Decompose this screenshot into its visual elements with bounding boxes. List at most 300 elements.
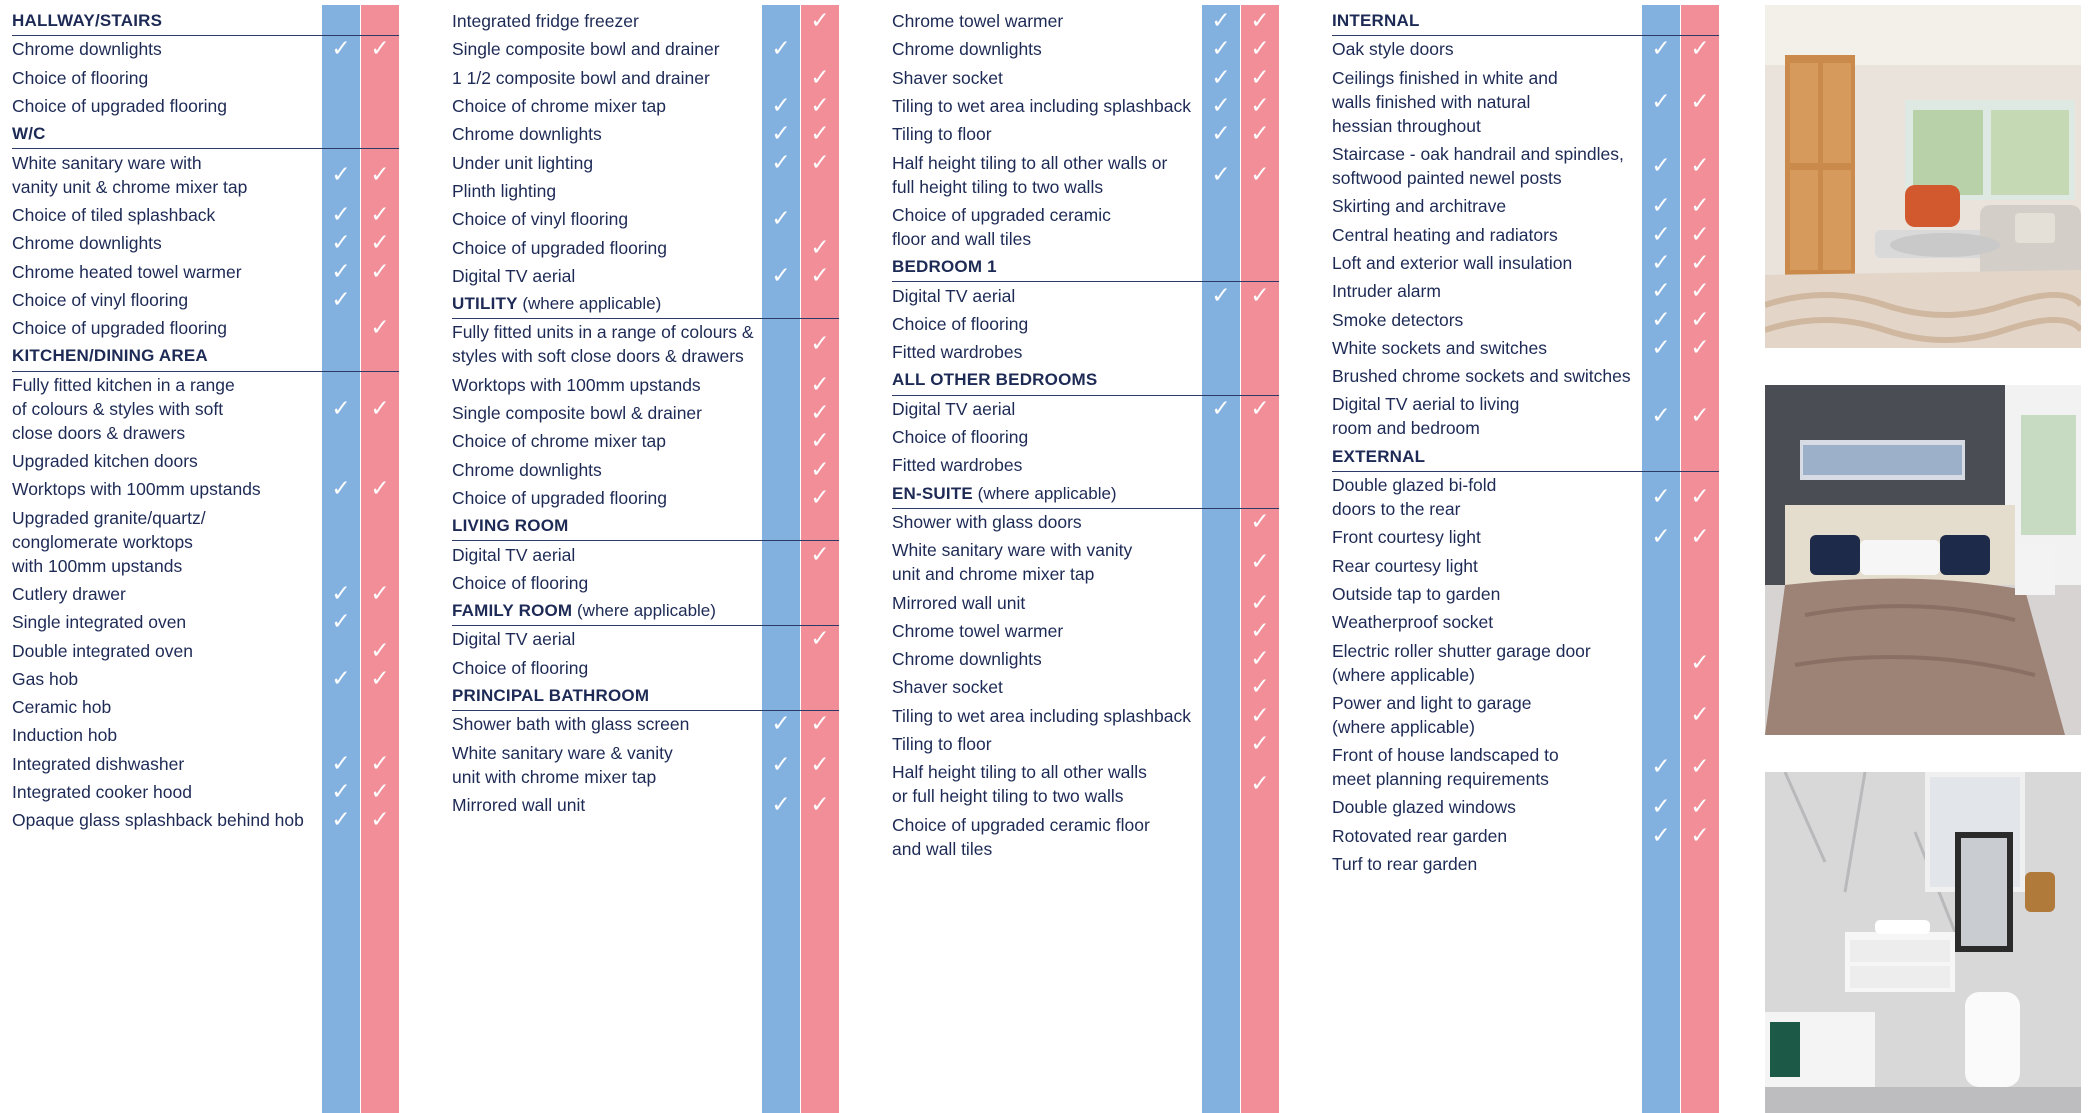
upgrade-check-icon: ✓ <box>370 637 390 664</box>
spec-row <box>12 447 399 475</box>
upgrade-check-icon: ✓ <box>810 331 830 358</box>
spec-item-label: Chrome downlights <box>12 233 162 254</box>
upgrade-check-icon: ✓ <box>1250 646 1270 673</box>
base-check-icon: ✓ <box>1211 8 1231 35</box>
base-check-icon: ✓ <box>331 161 351 188</box>
spec-item-label: Shaver socket <box>892 677 1003 698</box>
section-title-label: KITCHEN/DINING AREA <box>12 346 208 366</box>
spec-row <box>892 758 1279 810</box>
section-title-label: EXTERNAL <box>1332 446 1426 466</box>
spec-item-label: Brushed chrome sockets and switches <box>1332 366 1631 387</box>
upgrade-check-icon: ✓ <box>1690 701 1710 728</box>
spec-row <box>892 508 1279 536</box>
upgrade-check-icon: ✓ <box>1690 754 1710 781</box>
upgrade-check-icon: ✓ <box>810 371 830 398</box>
upgrade-check-icon: ✓ <box>1250 702 1270 729</box>
spec-item-label: Rotovated rear garden <box>1332 825 1508 846</box>
base-check-icon: ✓ <box>1651 822 1671 849</box>
upgrade-check-icon: ✓ <box>1690 278 1710 305</box>
spec-row <box>452 540 839 568</box>
section-header-utility <box>452 290 839 319</box>
upgrade-check-icon: ✓ <box>370 807 390 834</box>
section-header-en-suite <box>892 480 1279 509</box>
section-header-external <box>1332 443 1719 472</box>
spec-item-label: Digital TV aerial <box>452 544 576 565</box>
base-check-icon: ✓ <box>1651 88 1671 115</box>
spec-item-label: White sanitary ware with vanity unit & chrome mixer tap <box>12 152 248 197</box>
upgrade-check-icon: ✓ <box>370 315 390 342</box>
spec-item-label: Opaque glass splashback behind hob <box>12 810 304 831</box>
section-title-label: BEDROOM 1 <box>892 257 997 277</box>
spec-item-label: Chrome towel warmer <box>892 11 1064 32</box>
section-title-label: INTERNAL <box>1332 11 1420 31</box>
spec-row <box>12 665 399 693</box>
section-note: (where applicable) <box>972 483 1117 503</box>
base-check-icon: ✓ <box>331 476 351 503</box>
base-check-icon: ✓ <box>331 230 351 257</box>
upgrade-check-icon: ✓ <box>810 791 830 818</box>
spec-row <box>452 427 839 455</box>
base-check-icon: ✓ <box>331 609 351 636</box>
spec-item-label: Choice of flooring <box>452 572 589 593</box>
spec-item-label: Digital TV aerial to living room and bedroom <box>1332 394 1520 439</box>
base-check-icon: ✓ <box>331 580 351 607</box>
spec-row <box>892 730 1279 758</box>
section-title <box>892 482 1194 506</box>
base-check-icon: ✓ <box>331 750 351 777</box>
spec-item-label: White sockets and switches <box>1332 337 1547 358</box>
spec-row <box>12 693 399 721</box>
spec-row <box>1332 636 1719 688</box>
spec-row <box>1332 277 1719 305</box>
spec-row <box>452 35 839 63</box>
spec-item-label: Induction hob <box>12 725 118 746</box>
spec-item-label: Gas hob <box>12 668 79 689</box>
spec-row <box>452 177 839 205</box>
base-check-icon: ✓ <box>771 711 791 738</box>
spec-row <box>452 64 839 92</box>
spec-item-label: 1 1/2 composite bowl and drainer <box>452 67 710 88</box>
spec-item-label: Double integrated oven <box>12 640 193 661</box>
upgrade-check-icon: ✓ <box>1690 484 1710 511</box>
spec-item-label: Upgraded granite/quartz/ conglomerate worktops with 100mm upstands <box>12 507 206 576</box>
spec-row <box>892 673 1279 701</box>
upgrade-check-icon: ✓ <box>370 230 390 257</box>
spec-item-label: Power and light to garage (where applicable) <box>1332 692 1532 737</box>
spec-item-label: Fully fitted kitchen in a range of colours & styles with soft close doors & drawers <box>12 374 235 443</box>
spec-item-label: Worktops with 100mm upstands <box>452 374 701 395</box>
upgrade-check-icon: ✓ <box>810 234 830 261</box>
spec-item-label: Integrated dishwasher <box>12 753 185 774</box>
section-title <box>452 684 754 708</box>
spec-row <box>1332 390 1719 442</box>
spec-row <box>892 64 1279 92</box>
upgrade-check-icon: ✓ <box>1690 403 1710 430</box>
spec-item-label: Cutlery drawer <box>12 583 126 604</box>
spec-row <box>12 35 399 63</box>
spec-item-label: Loft and exterior wall insulation <box>1332 252 1573 273</box>
spec-row <box>1332 580 1719 608</box>
spec-item-label: Chrome heated towel warmer <box>12 261 242 282</box>
spec-item-label: Chrome downlights <box>452 124 602 145</box>
spec-item-label: Front of house landscaped to meet planning requirements <box>1332 745 1559 790</box>
upgrade-check-icon: ✓ <box>1250 93 1270 120</box>
bedroom-photo <box>1765 385 2081 735</box>
spec-row <box>452 92 839 120</box>
base-check-icon: ✓ <box>1651 153 1671 180</box>
spec-row <box>892 645 1279 673</box>
upgrade-check-icon: ✓ <box>370 36 390 63</box>
spec-item-label: Mirrored wall unit <box>452 794 586 815</box>
spec-row <box>1332 249 1719 277</box>
spec-item-label: White sanitary ware with vanity unit and chrome mixer tap <box>892 540 1133 585</box>
section-title-label: HALLWAY/STAIRS <box>12 11 163 31</box>
base-check-icon: ✓ <box>1651 249 1671 276</box>
upgrade-check-icon: ✓ <box>810 64 830 91</box>
spec-row <box>892 7 1279 35</box>
base-check-icon: ✓ <box>1651 484 1671 511</box>
spec-col-1 <box>0 5 400 1113</box>
upgrade-check-icon: ✓ <box>1250 771 1270 798</box>
spec-row <box>452 205 839 233</box>
spec-row <box>1332 221 1719 249</box>
spec-row <box>12 750 399 778</box>
spec-item-label: Choice of tiled splashback <box>12 204 216 225</box>
upgrade-check-icon: ✓ <box>1690 822 1710 849</box>
spec-row <box>12 580 399 608</box>
spec-row <box>892 281 1279 309</box>
section-title-label: LIVING ROOM <box>452 516 569 536</box>
section-title <box>1332 445 1634 469</box>
base-check-icon: ✓ <box>1211 93 1231 120</box>
spec-item-label: Front courtesy light <box>1332 527 1481 548</box>
spec-row <box>892 536 1279 588</box>
spec-item-label: Fitted wardrobes <box>892 342 1023 363</box>
section-note: (where applicable) <box>572 601 716 621</box>
spec-item-label: Outside tap to garden <box>1332 583 1501 604</box>
spec-row <box>452 7 839 35</box>
upgrade-check-icon: ✓ <box>810 400 830 427</box>
section-title <box>12 344 314 368</box>
spec-row <box>452 625 839 653</box>
upgrade-check-icon: ✓ <box>370 476 390 503</box>
upgrade-check-icon: ✓ <box>810 456 830 483</box>
spec-item-label: Double glazed bi-fold doors to the rear <box>1332 475 1497 520</box>
upgrade-check-icon: ✓ <box>810 93 830 120</box>
spec-row <box>1332 35 1719 63</box>
spec-row <box>452 654 839 682</box>
spec-item-label: Choice of vinyl flooring <box>452 209 629 230</box>
base-check-icon: ✓ <box>1651 794 1671 821</box>
section-title-label: FAMILY ROOM <box>452 601 573 621</box>
section-note: (where applicable) <box>517 294 662 314</box>
upgrade-check-icon: ✓ <box>810 121 830 148</box>
upgrade-check-icon: ✓ <box>810 626 830 653</box>
upgrade-check-icon: ✓ <box>810 8 830 35</box>
spec-item-label: Tiling to floor <box>892 734 992 755</box>
spec-row <box>452 791 839 819</box>
base-check-icon: ✓ <box>331 201 351 228</box>
upgrade-check-icon: ✓ <box>1250 282 1270 309</box>
spec-item-label: Chrome downlights <box>452 459 602 480</box>
base-check-icon: ✓ <box>1651 278 1671 305</box>
spec-item-label: Choice of flooring <box>12 67 149 88</box>
spec-item-label: Fully fitted units in a range of colours & styles with soft close doors & drawers <box>452 322 754 367</box>
spec-row <box>1332 140 1719 192</box>
spec-item-label: Shaver socket <box>892 67 1003 88</box>
spec-row <box>12 636 399 664</box>
spec-row <box>1332 822 1719 850</box>
base-check-icon: ✓ <box>331 807 351 834</box>
section-header-internal <box>1332 7 1719 36</box>
spec-item-label: Rear courtesy light <box>1332 555 1478 576</box>
spec-row <box>452 262 839 290</box>
spec-item-label: Intruder alarm <box>1332 281 1441 302</box>
spec-row <box>892 149 1279 201</box>
spec-item-label: Plinth lighting <box>452 180 557 201</box>
spec-item-label: Digital TV aerial <box>892 398 1016 419</box>
spec-row <box>892 451 1279 479</box>
base-check-icon: ✓ <box>771 791 791 818</box>
spec-row <box>1332 334 1719 362</box>
spec-item-label: Upgraded kitchen doors <box>12 451 198 472</box>
spec-row <box>452 710 839 738</box>
upgrade-check-icon: ✓ <box>810 751 830 778</box>
spec-item-label: Oak style doors <box>1332 39 1454 60</box>
section-header-all-other-bedrooms <box>892 366 1279 395</box>
spec-row <box>452 318 839 370</box>
spec-item-label: Ceilings finished in white and walls finished with natural hessian throughout <box>1332 67 1558 136</box>
spec-item-label: Fitted wardrobes <box>892 455 1023 476</box>
spec-row <box>1332 305 1719 333</box>
spec-row <box>1332 689 1719 741</box>
base-check-icon: ✓ <box>1211 121 1231 148</box>
upgrade-check-icon: ✓ <box>1690 153 1710 180</box>
section-header-bedroom-1 <box>892 253 1279 282</box>
spec-row <box>1332 850 1719 878</box>
spec-item-label: Half height tiling to all other walls or full height tiling to two walls <box>892 762 1147 807</box>
upgrade-check-icon: ✓ <box>1250 589 1270 616</box>
spec-item-label: Chrome downlights <box>892 649 1042 670</box>
spec-item-label: Shower with glass doors <box>892 511 1082 532</box>
spec-item-label: Mirrored wall unit <box>892 592 1026 613</box>
spec-row <box>12 371 399 447</box>
base-check-icon: ✓ <box>1651 221 1671 248</box>
upgrade-check-icon: ✓ <box>1250 617 1270 644</box>
spec-item-label: Central heating and radiators <box>1332 224 1558 245</box>
spec-row <box>12 149 399 201</box>
base-check-icon: ✓ <box>771 751 791 778</box>
upgrade-check-icon: ✓ <box>810 711 830 738</box>
spec-row <box>892 423 1279 451</box>
upgrade-check-icon: ✓ <box>370 580 390 607</box>
upgrade-check-icon: ✓ <box>370 665 390 692</box>
spec-item-label: Chrome towel warmer <box>892 620 1064 641</box>
upgrade-check-icon: ✓ <box>370 779 390 806</box>
spec-row <box>892 201 1279 253</box>
upgrade-check-icon: ✓ <box>810 149 830 176</box>
spec-item-label: White sanitary ware & vanity unit with chrome mixer tap <box>452 742 673 787</box>
spec-item-label: Digital TV aerial <box>452 629 576 650</box>
spec-item-label: Chrome downlights <box>892 39 1042 60</box>
base-check-icon: ✓ <box>331 36 351 63</box>
section-header-principal-bathroom <box>452 682 839 711</box>
spec-row <box>1332 362 1719 390</box>
spec-row <box>892 120 1279 148</box>
spec-row <box>12 475 399 503</box>
base-check-icon: ✓ <box>331 395 351 422</box>
upgrade-check-icon: ✓ <box>1690 88 1710 115</box>
spec-row <box>12 608 399 636</box>
spec-item-label: Choice of upgraded ceramic floor and wall tiles <box>892 204 1111 249</box>
section-title <box>452 292 754 316</box>
upgrade-check-icon: ✓ <box>810 262 830 289</box>
base-check-icon: ✓ <box>1651 334 1671 361</box>
upgrade-check-icon: ✓ <box>370 258 390 285</box>
section-title <box>12 9 314 33</box>
spec-row <box>12 201 399 229</box>
upgrade-check-icon: ✓ <box>1690 249 1710 276</box>
spec-item-label: Worktops with 100mm upstands <box>12 479 261 500</box>
bathroom-photo <box>1765 772 2081 1113</box>
upgrade-check-icon: ✓ <box>1690 36 1710 63</box>
base-check-icon: ✓ <box>1211 36 1231 63</box>
spec-row <box>892 92 1279 120</box>
spec-item-label: Skirting and architrave <box>1332 196 1507 217</box>
spec-row <box>1332 741 1719 793</box>
spec-row <box>452 233 839 261</box>
upgrade-check-icon: ✓ <box>1250 674 1270 701</box>
spec-row <box>452 120 839 148</box>
spec-row <box>12 778 399 806</box>
spec-item-label: Digital TV aerial <box>452 265 576 286</box>
spec-row <box>12 806 399 834</box>
section-header-family-room <box>452 597 839 626</box>
base-check-icon: ✓ <box>771 93 791 120</box>
upgrade-check-icon: ✓ <box>1250 36 1270 63</box>
upgrade-check-icon: ✓ <box>1250 121 1270 148</box>
spec-row <box>452 371 839 399</box>
upgrade-check-icon: ✓ <box>1250 549 1270 576</box>
spec-row <box>892 310 1279 338</box>
spec-item-label: Choice of flooring <box>892 313 1029 334</box>
base-check-icon: ✓ <box>771 149 791 176</box>
base-check-icon: ✓ <box>1651 403 1671 430</box>
spec-row <box>12 92 399 120</box>
base-check-icon: ✓ <box>771 206 791 233</box>
spec-item-label: Choice of upgraded flooring <box>452 487 668 508</box>
base-check-icon: ✓ <box>1651 754 1671 781</box>
upgrade-check-icon: ✓ <box>810 428 830 455</box>
spec-item-label: Shower bath with glass screen <box>452 714 690 735</box>
spec-item-label: Choice of vinyl flooring <box>12 289 189 310</box>
upgrade-check-icon: ✓ <box>1690 221 1710 248</box>
spec-item-label: Ceramic hob <box>12 697 112 718</box>
base-check-icon: ✓ <box>1651 524 1671 551</box>
spec-row <box>892 617 1279 645</box>
upgrade-check-icon: ✓ <box>1690 334 1710 361</box>
upgrade-check-icon: ✓ <box>1250 731 1270 758</box>
spec-col-2 <box>440 5 840 1113</box>
spec-item-label: Choice of flooring <box>892 427 1029 448</box>
spec-row <box>1332 523 1719 551</box>
spec-row <box>12 64 399 92</box>
spec-item-label: Choice of upgraded ceramic floor and wall tiles <box>892 814 1150 859</box>
spec-item-label: Electric roller shutter garage door (where applicable) <box>1332 640 1591 685</box>
spec-item-label: Tiling to wet area including splashback <box>892 705 1191 726</box>
spec-col-3 <box>880 5 1280 1113</box>
spec-row <box>12 504 399 580</box>
spec-row <box>1332 552 1719 580</box>
spec-row <box>452 456 839 484</box>
spec-row <box>452 484 839 512</box>
section-title <box>452 599 754 623</box>
upgrade-check-icon: ✓ <box>370 395 390 422</box>
base-check-icon: ✓ <box>771 121 791 148</box>
spec-row <box>12 286 399 314</box>
spec-item-label: Choice of chrome mixer tap <box>452 96 666 117</box>
spec-row <box>12 257 399 285</box>
spec-item-label: Half height tiling to all other walls or full height tiling to two walls <box>892 152 1168 197</box>
base-check-icon: ✓ <box>1211 64 1231 91</box>
upgrade-check-icon: ✓ <box>1690 794 1710 821</box>
spec-item-label: Choice of chrome mixer tap <box>452 431 666 452</box>
spec-item-label: Turf to rear garden <box>1332 854 1478 875</box>
spec-row <box>892 35 1279 63</box>
living-room-photo <box>1765 5 2081 348</box>
section-title-label: ALL OTHER BEDROOMS <box>892 370 1098 390</box>
spec-row <box>1332 64 1719 140</box>
base-check-icon: ✓ <box>331 258 351 285</box>
section-title <box>1332 9 1634 33</box>
base-check-icon: ✓ <box>1651 36 1671 63</box>
section-title <box>892 255 1194 279</box>
spec-row <box>1332 608 1719 636</box>
base-check-icon: ✓ <box>331 779 351 806</box>
spec-item-label: Single composite bowl & drainer <box>452 403 702 424</box>
section-header-living-room <box>452 512 839 541</box>
spec-item-label: Smoke detectors <box>1332 309 1464 330</box>
upgrade-check-icon: ✓ <box>370 201 390 228</box>
base-check-icon: ✓ <box>1211 282 1231 309</box>
spec-item-label: Choice of upgraded flooring <box>12 318 228 339</box>
upgrade-check-icon: ✓ <box>370 750 390 777</box>
spec-item-label: Choice of upgraded flooring <box>452 237 668 258</box>
upgrade-check-icon: ✓ <box>1250 161 1270 188</box>
spec-item-label: Digital TV aerial <box>892 285 1016 306</box>
spec-item-label: Single integrated oven <box>12 612 187 633</box>
section-title-label: W/C <box>12 124 46 144</box>
upgrade-check-icon: ✓ <box>1250 64 1270 91</box>
spec-row <box>452 399 839 427</box>
spec-item-label: Tiling to floor <box>892 124 992 145</box>
section-title-label: EN-SUITE <box>892 483 973 503</box>
base-check-icon: ✓ <box>1211 395 1231 422</box>
spec-row <box>12 229 399 257</box>
spec-row <box>892 395 1279 423</box>
spec-row <box>1332 793 1719 821</box>
base-check-icon: ✓ <box>1651 193 1671 220</box>
spec-item-label: Double glazed windows <box>1332 797 1516 818</box>
spec-row <box>452 149 839 177</box>
section-title-label: PRINCIPAL BATHROOM <box>452 686 650 706</box>
spec-row <box>452 739 839 791</box>
spec-item-label: Integrated cooker hood <box>12 782 192 803</box>
upgrade-check-icon: ✓ <box>1250 8 1270 35</box>
spec-row <box>892 588 1279 616</box>
base-check-icon: ✓ <box>771 262 791 289</box>
upgrade-check-icon: ✓ <box>810 541 830 568</box>
